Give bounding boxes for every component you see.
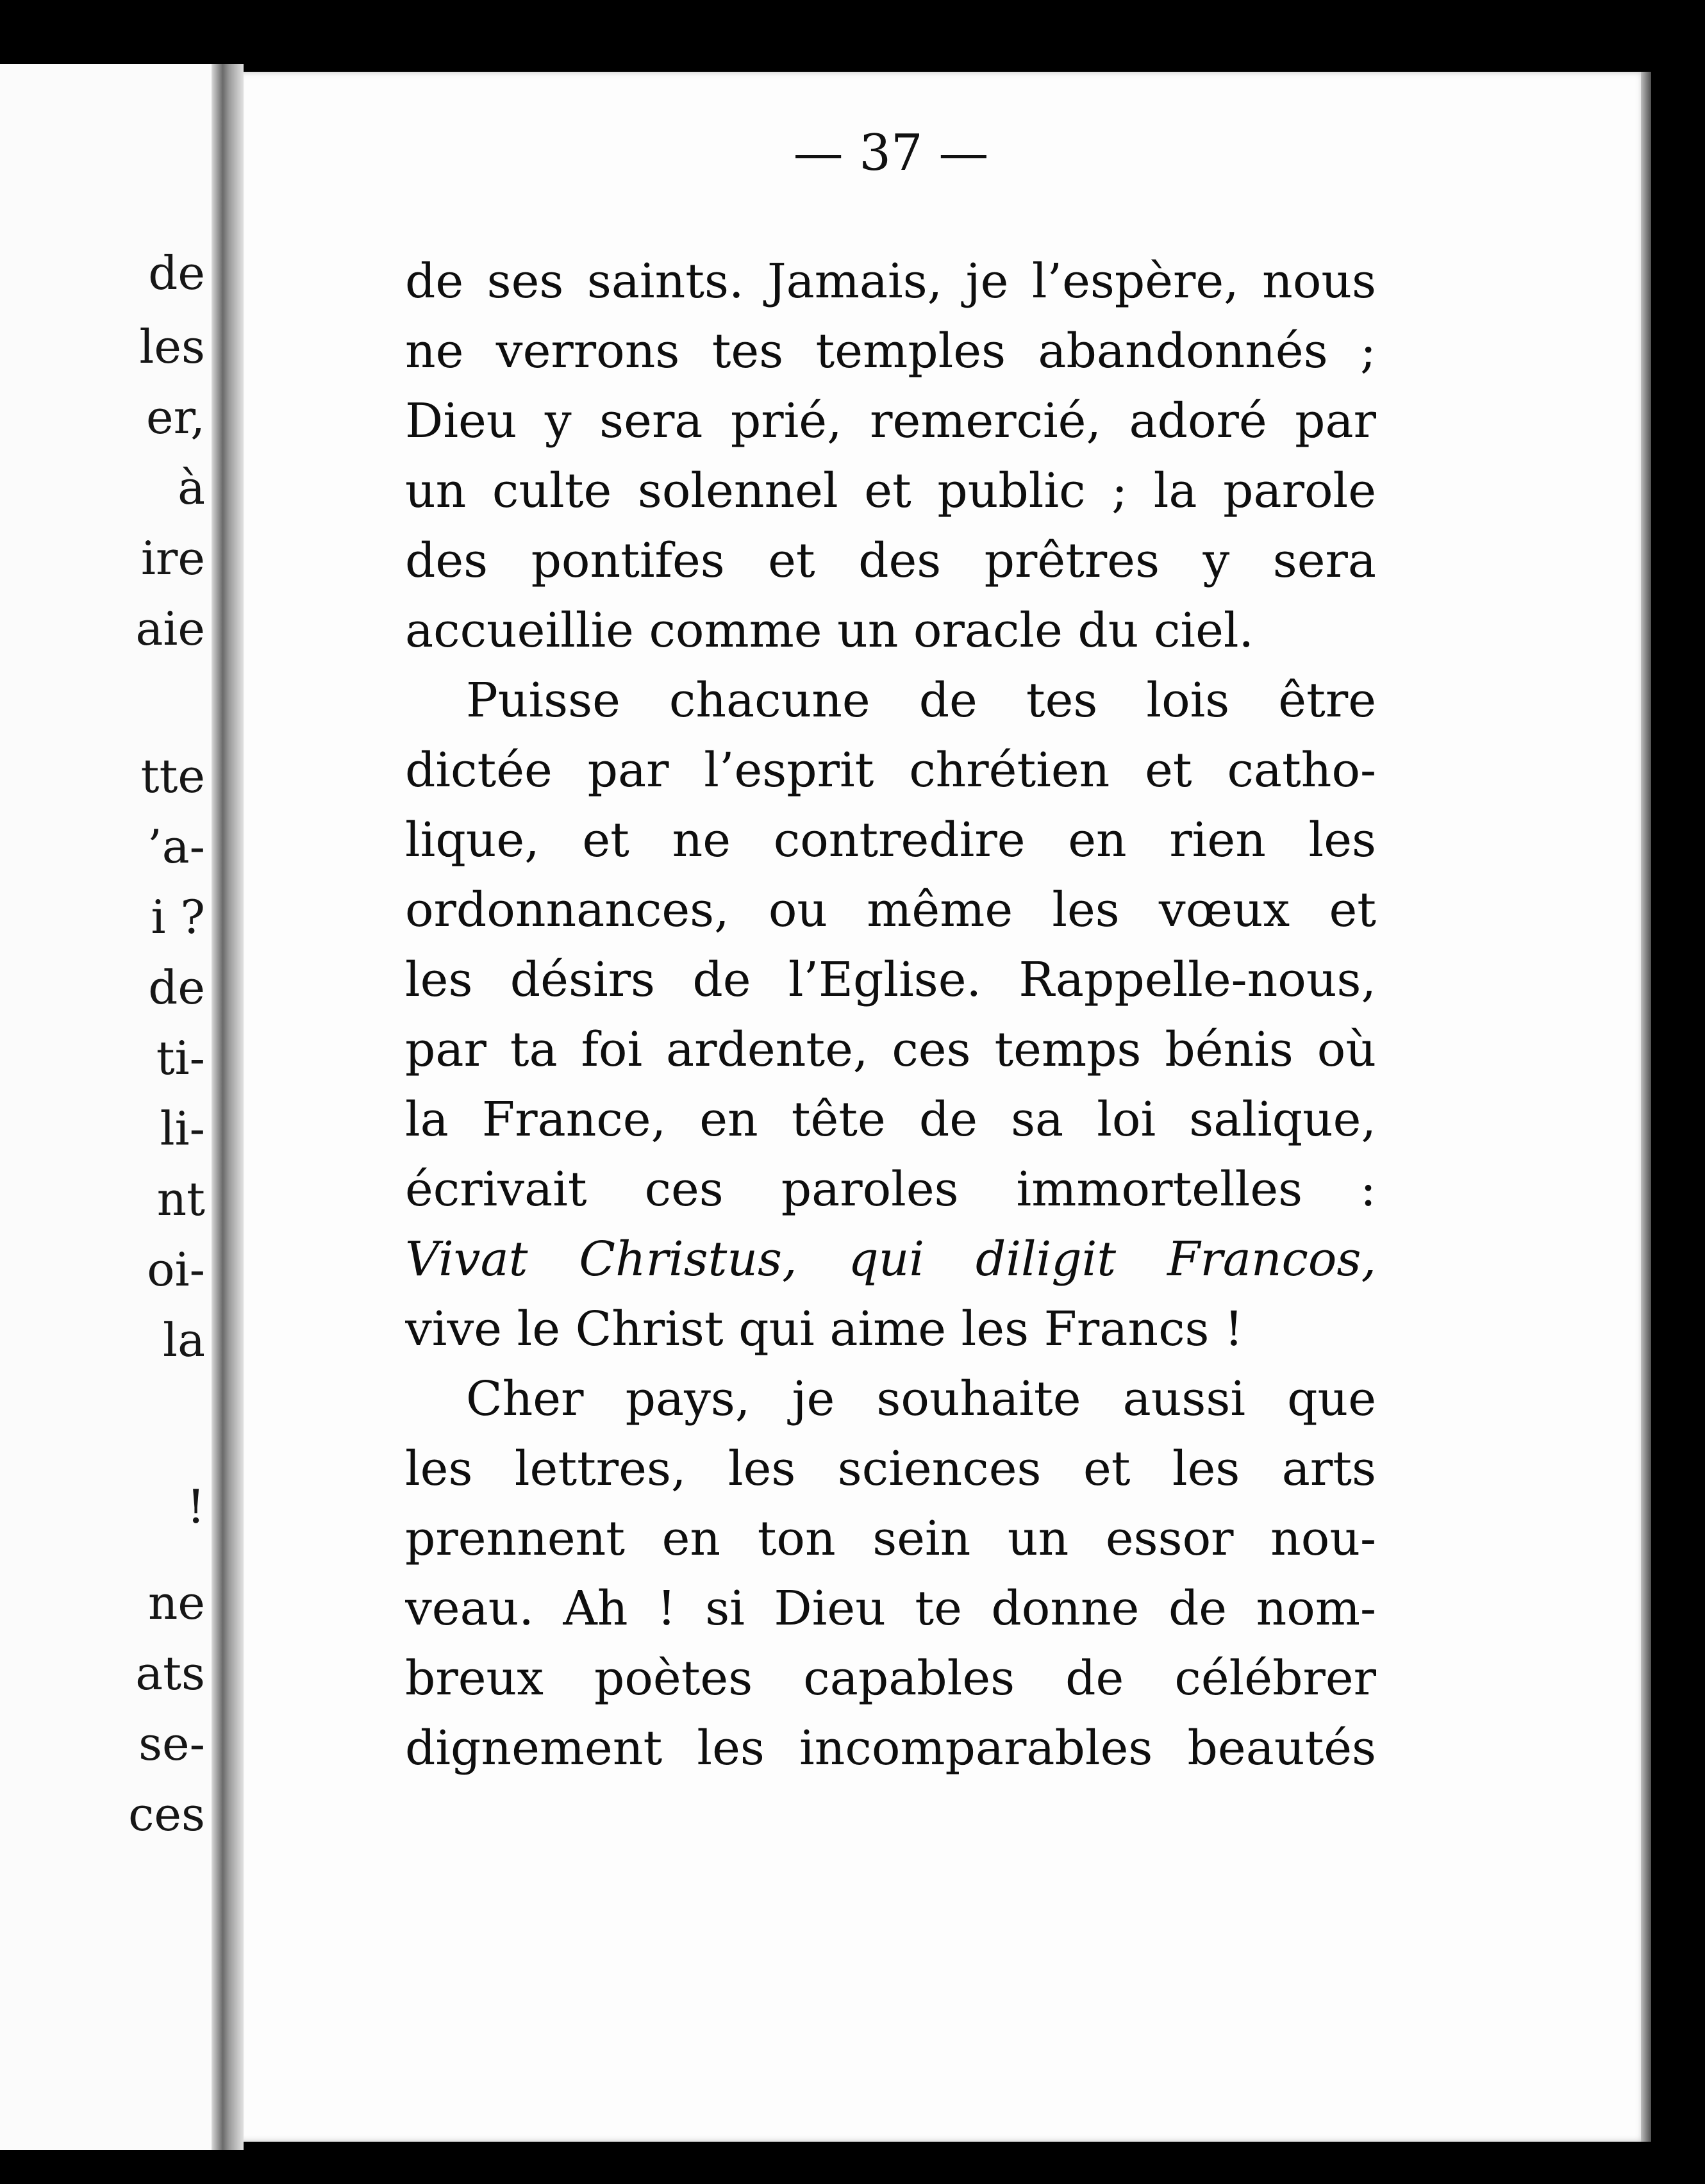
text-line: par ta foi ardente, ces temps bénis où [405,1022,1376,1077]
fragment-line: les [139,320,205,374]
fragment-line: ire [140,531,205,585]
latin-quote-line: Vivat Christus, qui diligit Francos, [405,1232,1376,1287]
paragraph-first-line: Cher pays, je souhaite aussi que [466,1371,1376,1427]
page-body-text [405,247,1376,1783]
fragment-line: se- [138,1717,205,1771]
text-line: écrivait ces paroles immortelles : [405,1162,1376,1217]
fragment-line: nt [156,1172,205,1226]
fragment-line: à [178,461,205,515]
fragment-line: ces [128,1787,205,1841]
text-line: vive le Christ qui aime les Francs ! [405,1302,1243,1357]
fragment-line: ats [135,1646,205,1700]
text-line: des pontifes et des prêtres y sera [405,533,1376,588]
text-line: dignement les incomparables beautés [405,1721,1376,1776]
text-line: dictée par l’esprit chrétien et catho- [405,743,1376,798]
fragment-line: de [148,961,205,1014]
text-line: Dieu y sera prié, remercié, adoré par [405,393,1376,449]
page-edge-shadow [1641,72,1651,2142]
page-number: — 37 — [793,124,989,182]
fragment-line: ne [148,1576,205,1630]
fragment-line: er, [146,390,205,444]
text-line: de ses saints. Jamais, je l’espère, nous [405,254,1376,309]
fragment-line: de [148,246,205,300]
fragment-line: ! [187,1480,205,1534]
text-line: les désirs de l’Eglise. Rappelle-nous, [405,952,1376,1007]
fragment-line: i ? [151,890,205,944]
fragment-line: oi- [147,1243,205,1296]
fragment-line: aie [135,602,205,656]
text-line: breux poètes capables de célébrer [405,1651,1376,1706]
text-line: un culte solennel et public ; la parole [405,463,1376,518]
text-line: la France, en tête de sa loi salique, [405,1092,1376,1147]
previous-page [0,64,212,2150]
book-gutter [212,64,244,2150]
fragment-line: la [163,1313,205,1367]
text-line: lique, et ne contredire en rien les [405,813,1376,868]
fragment-line: ti- [156,1031,205,1085]
text-line: accueillie comme un oracle du ciel. [405,603,1254,658]
fragment-line: ’a- [147,820,205,873]
text-line: prennent en ton sein un essor nou- [405,1511,1376,1566]
text-line: les lettres, les sciences et les arts [405,1441,1376,1496]
fragment-line: li- [160,1102,205,1155]
fragment-line: tte [140,749,205,803]
text-line: ordonnances, ou même les vœux et [405,882,1376,938]
paragraph-first-line: Puisse chacune de tes lois être [466,673,1376,728]
text-line: veau. Ah ! si Dieu te donne de nom- [405,1581,1376,1636]
text-line: ne verrons tes temples abandonnés ; [405,324,1376,379]
